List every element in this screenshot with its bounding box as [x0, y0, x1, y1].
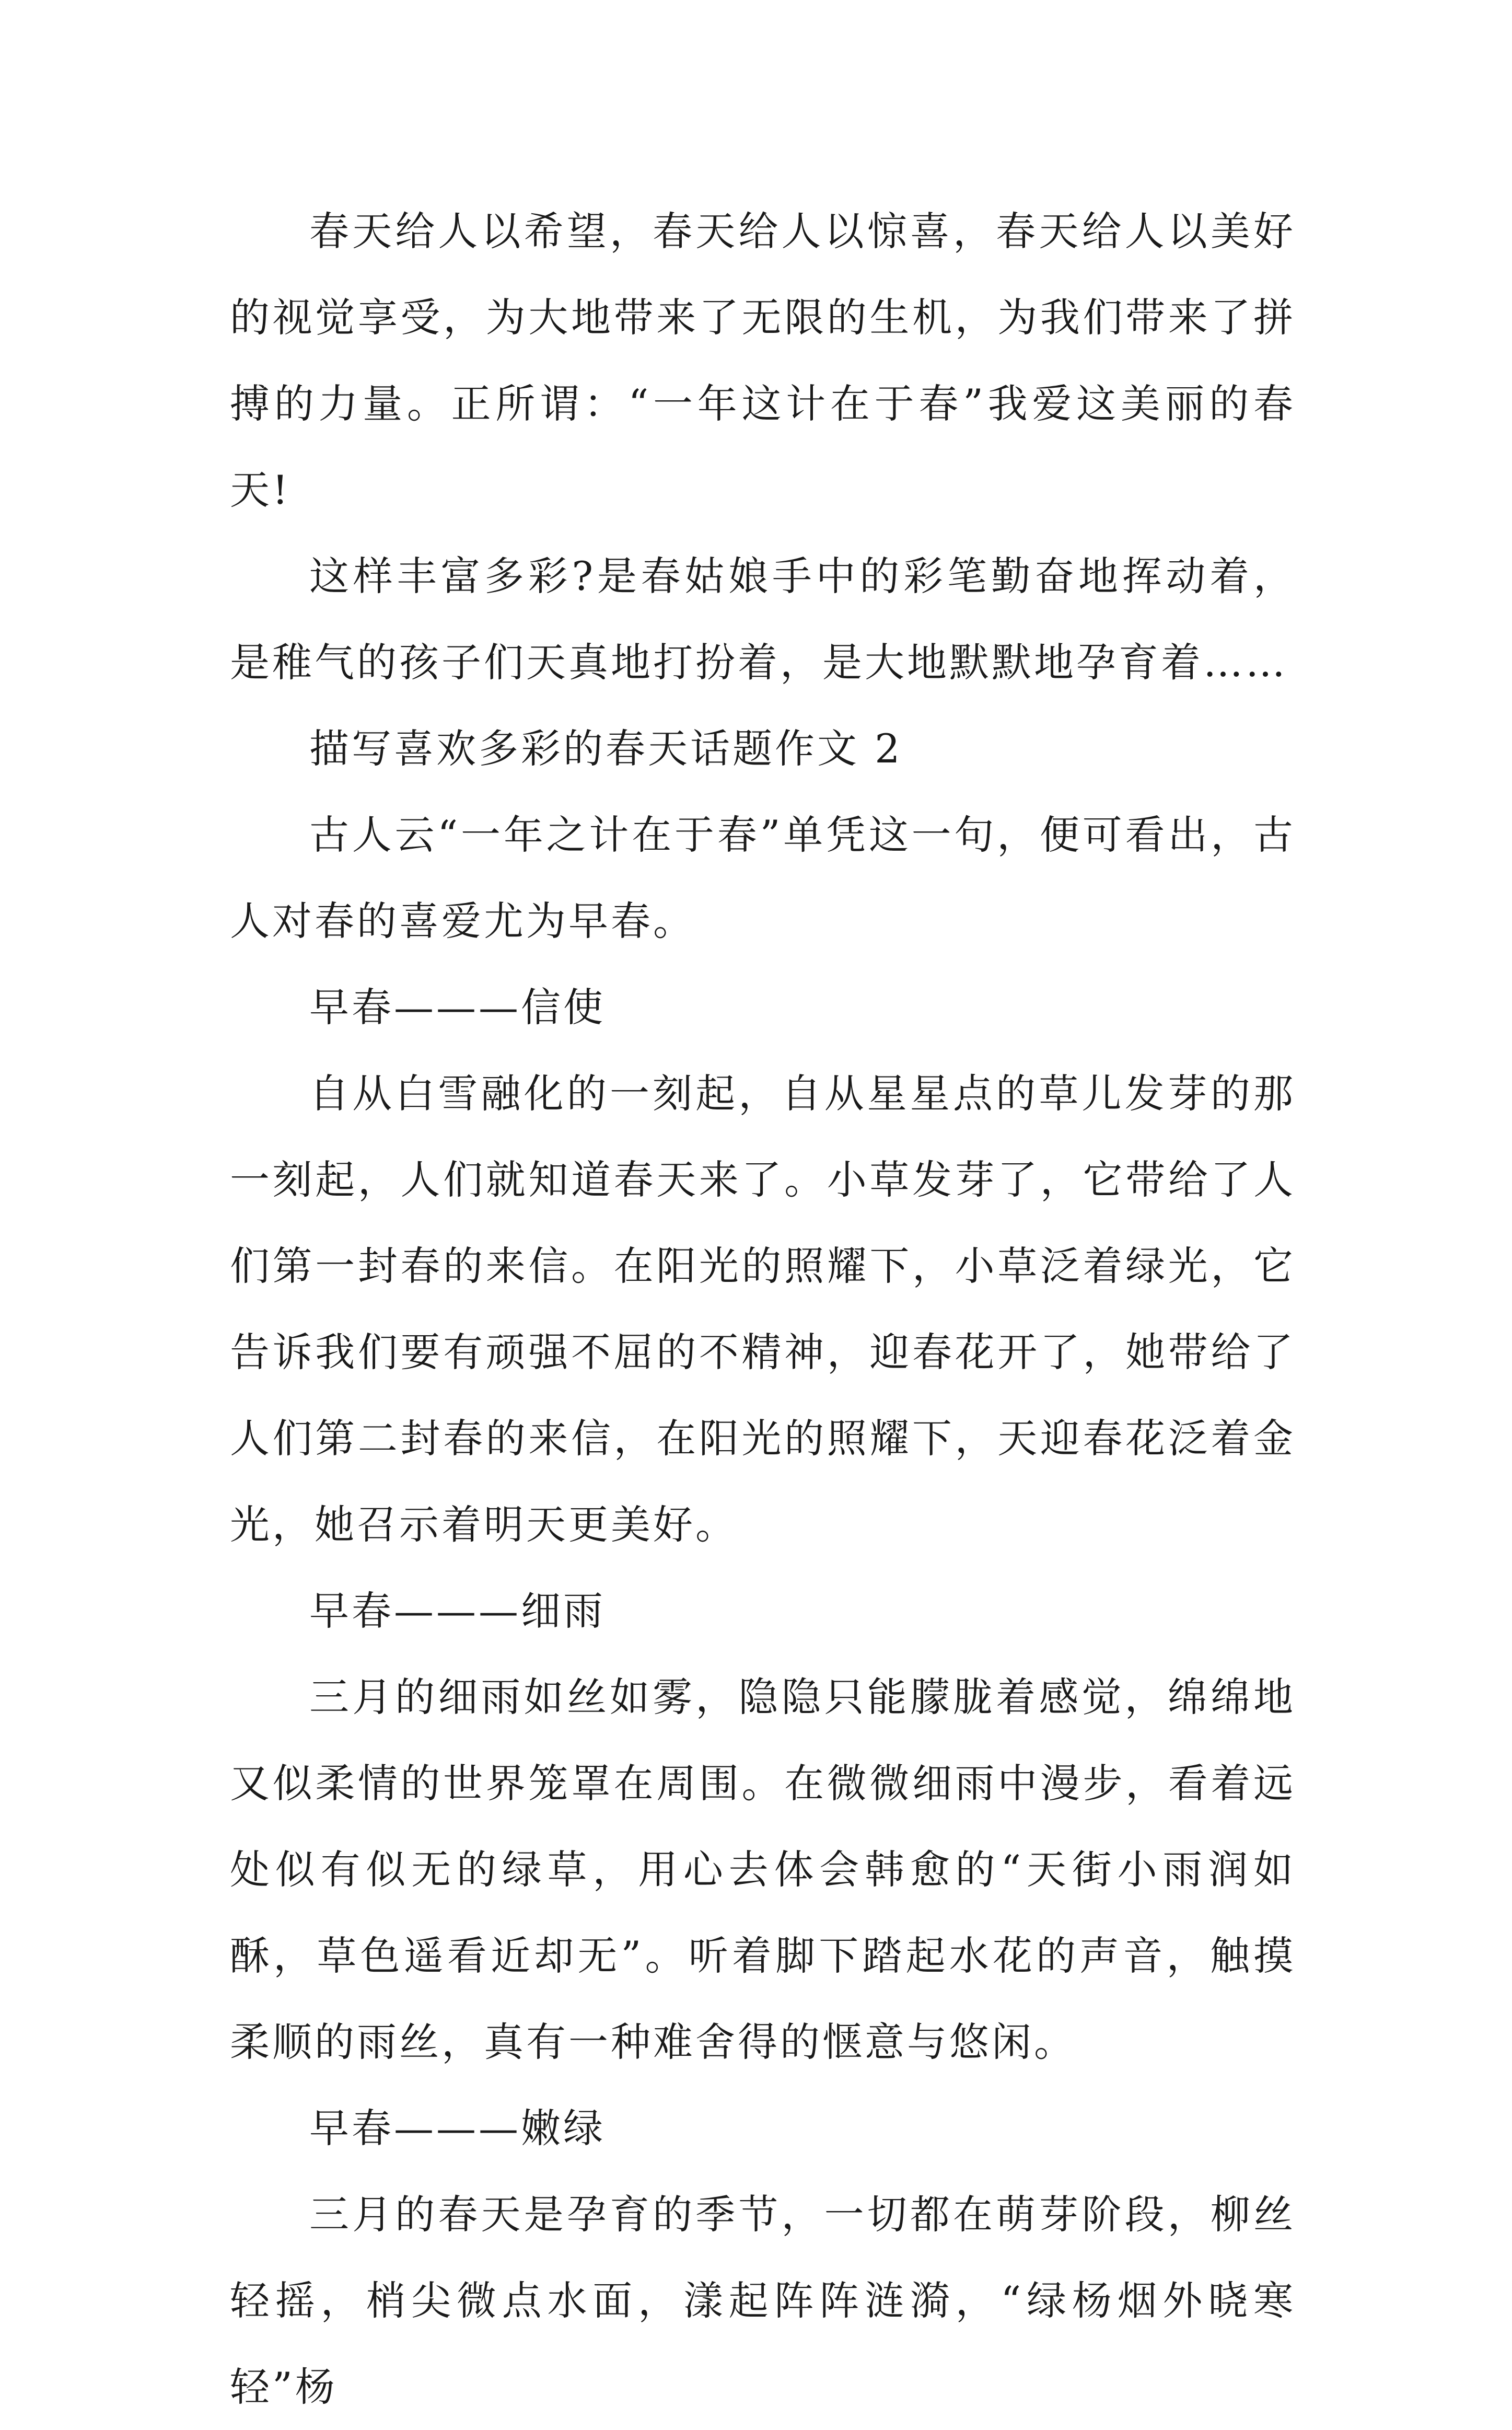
article-body [230, 188, 1296, 2430]
subheading-tender-green: 早春———嫩绿 [309, 2105, 606, 2151]
paragraph-tender-green: 三月的春天是孕育的季节，一切都在萌芽阶段，柳丝轻摇，梢尖微点水面，漾起阵阵涟漪，“绿杨烟外晓寒轻”杨 [230, 2191, 1296, 2410]
paragraph-messenger: 自从白雪融化的一刻起，自从星星点的草儿发芽的那一刻起，人们就知道春天来了。小草发芽了，它带给了人们第一封春的来信。在阳光的照耀下，小草泛着绿光，它告诉我们要有顽强不屈的不精神，迎春花开了，她带给了人们第二封春的来信，在阳光的照耀下，天迎春花泛着金光，她召示着明天更美好。 [230, 1070, 1296, 1548]
paragraph-spring-hope: 春天给人以希望，春天给人以惊喜，春天给人以美好的视觉享受，为大地带来了无限的生机，为我们带来了拼搏的力量。正所谓：“一年这计在于春”我爱这美丽的春天! [230, 208, 1296, 513]
subheading-drizzle: 早春———细雨 [309, 1588, 606, 1634]
section-heading-essay-2: 描写喜欢多彩的春天话题作文 2 [309, 725, 903, 772]
paragraph-drizzle: 三月的细雨如丝如雾，隐隐只能朦胧着感觉，绵绵地又似柔情的世界笼罩在周围。在微微细雨中漫步，看着远处似有似无的绿草，用心去体会韩愈的“天街小雨润如酥，草色遥看近却无”。听着脚下踏起水花的声音，触摸柔顺的雨丝，真有一种难舍得的惬意与悠闲。 [230, 1674, 1296, 2065]
subheading-messenger: 早春———信使 [309, 984, 606, 1031]
paragraph-ancient-saying: 古人云“一年之计在于春”单凭这一句，便可看出，古人对春的喜爱尤为早春。 [230, 812, 1296, 944]
paragraph-colorful: 这样丰富多彩?是春姑娘手中的彩笔勤奋地挥动着，是稚气的孩子们天真地打扮着，是大地默默地孕育着…… [230, 553, 1296, 686]
